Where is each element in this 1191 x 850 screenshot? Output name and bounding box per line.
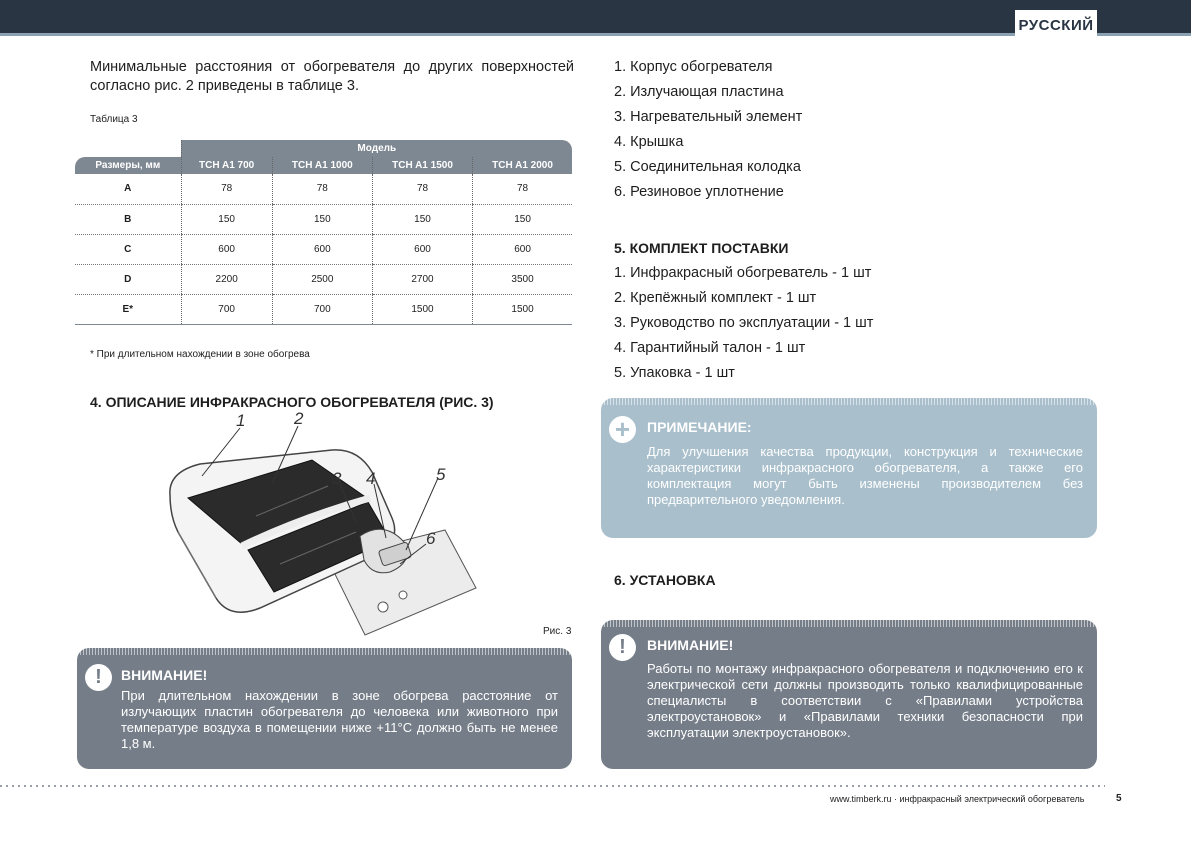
table-cell: 2700 bbox=[372, 264, 472, 294]
box-hatch-strip bbox=[601, 398, 1097, 405]
model-col-header: TCH A1 1500 bbox=[372, 157, 472, 174]
table-cell: 600 bbox=[473, 234, 572, 264]
table-cell: 78 bbox=[181, 174, 272, 204]
list-item: 5. Упаковка - 1 шт bbox=[614, 365, 735, 381]
callout-label: 2 bbox=[294, 410, 304, 428]
table-cell: 3500 bbox=[473, 264, 572, 294]
list-item: 2. Крепёжный комплект - 1 шт bbox=[614, 290, 817, 306]
row-label: B bbox=[75, 204, 181, 234]
table-cell: 150 bbox=[473, 204, 572, 234]
list-item: 5. Соединительная колодка bbox=[614, 159, 801, 175]
note-text: Для улучшения качества продукции, конструкция и технические характеристики инфракрасного обогревателя, а также его комплектация могут быть изменены производителем без предварительного уведомления. bbox=[647, 444, 1083, 507]
row-label: A bbox=[75, 174, 181, 204]
callout-label: 6 bbox=[426, 529, 436, 548]
box-hatch-strip bbox=[601, 620, 1097, 627]
model-header: Модель bbox=[181, 140, 572, 157]
table-row bbox=[75, 204, 572, 234]
table-cell: 2200 bbox=[181, 264, 272, 294]
header-bar bbox=[0, 0, 1191, 33]
table-cell: 600 bbox=[181, 234, 272, 264]
plus-icon: + bbox=[609, 416, 636, 443]
table-row bbox=[75, 234, 572, 264]
box-hatch-strip bbox=[77, 648, 572, 655]
table-cell: 1500 bbox=[372, 294, 472, 324]
warning-box-right bbox=[601, 620, 1097, 769]
table-row bbox=[75, 264, 572, 294]
distance-table bbox=[75, 140, 572, 325]
page-number: 5 bbox=[1116, 793, 1122, 804]
row-label: E* bbox=[75, 294, 181, 324]
table-cell: 150 bbox=[272, 204, 372, 234]
table-cell: 600 bbox=[272, 234, 372, 264]
heater-illustration bbox=[160, 410, 480, 638]
table-cell: 78 bbox=[372, 174, 472, 204]
list-item: 3. Нагревательный элемент bbox=[614, 109, 803, 125]
table-row bbox=[75, 294, 572, 324]
figure-caption: Рис. 3 bbox=[543, 626, 572, 637]
table-caption: Таблица 3 bbox=[90, 114, 138, 125]
warning-icon: ! bbox=[609, 634, 636, 661]
table-cell: 150 bbox=[181, 204, 272, 234]
model-col-header: TCH A1 1000 bbox=[272, 157, 372, 174]
bracket-hole bbox=[378, 602, 388, 612]
parts-list bbox=[614, 58, 802, 208]
dimension-header: Размеры, мм bbox=[75, 157, 181, 174]
table-row bbox=[75, 174, 572, 204]
model-col-header: TCH A1 700 bbox=[181, 157, 272, 174]
warning-title: ВНИМАНИЕ! bbox=[647, 637, 734, 653]
table-footnote: * При длительном нахождении в зоне обогрева bbox=[90, 349, 310, 360]
warning-text: Работы по монтажу инфракрасного обогревателя и подключению его к электрической сети должны производить только квалифицированные специалисты в соответствии с «Правилами устройства электроустановок» и «Правилами техники безопасности при эксплуатации электроустановок». bbox=[647, 661, 1083, 740]
callout-label: 5 bbox=[436, 465, 446, 484]
footer-divider bbox=[0, 785, 1105, 787]
section-5-heading: 5. КОМПЛЕКТ ПОСТАВКИ bbox=[614, 240, 789, 256]
table-cell: 78 bbox=[473, 174, 572, 204]
callout-label: 1 bbox=[236, 411, 246, 430]
delivery-kit-list bbox=[614, 264, 873, 389]
warning-text: При длительном нахождении в зоне обогрева расстояние от излучающих пластин обогревателя до человека или животного при температуре воздуха в помещении ниже +11°С должно быть не менее 1,8 м. bbox=[121, 688, 558, 751]
table-cell: 700 bbox=[272, 294, 372, 324]
row-label: D bbox=[75, 264, 181, 294]
language-tab: РУССКИЙ bbox=[1015, 10, 1097, 40]
section-4-heading: 4. ОПИСАНИЕ ИНФРАКРАСНОГО ОБОГРЕВАТЕЛЯ (РИС. 3) bbox=[90, 394, 494, 410]
list-item: 1. Инфракрасный обогреватель - 1 шт bbox=[614, 265, 872, 281]
callout-label: 3 bbox=[332, 469, 342, 488]
warning-icon: ! bbox=[85, 664, 112, 691]
list-item: 4. Гарантийный талон - 1 шт bbox=[614, 340, 806, 356]
table-cell: 700 bbox=[181, 294, 272, 324]
table-corner bbox=[75, 140, 181, 157]
intro-paragraph: Минимальные расстояния от обогревателя до других поверхностей согласно рис. 2 приведены в таблице 3. bbox=[90, 59, 574, 94]
table-cell: 78 bbox=[272, 174, 372, 204]
table-cell: 600 bbox=[372, 234, 472, 264]
callout-label: 4 bbox=[366, 469, 376, 488]
note-title: ПРИМЕЧАНИЕ: bbox=[647, 419, 752, 435]
note-box bbox=[601, 398, 1097, 538]
list-item: 4. Крышка bbox=[614, 134, 684, 150]
warning-box-left bbox=[77, 648, 572, 769]
bracket-hole bbox=[399, 591, 407, 599]
model-col-header: TCH A1 2000 bbox=[473, 157, 572, 174]
list-item: 2. Излучающая пластина bbox=[614, 84, 784, 100]
section-6-heading: 6. УСТАНОВКА bbox=[614, 572, 716, 588]
list-item: 1. Корпус обогревателя bbox=[614, 59, 773, 75]
list-item: 6. Резиновое уплотнение bbox=[614, 184, 784, 200]
list-item: 3. Руководство по эксплуатации - 1 шт bbox=[614, 315, 874, 331]
table-cell: 2500 bbox=[272, 264, 372, 294]
table-cell: 150 bbox=[372, 204, 472, 234]
row-label: C bbox=[75, 234, 181, 264]
table-cell: 1500 bbox=[473, 294, 572, 324]
footer-text: www.timberk.ru · инфракрасный электрический обогреватель bbox=[830, 794, 1085, 804]
header-accent-line bbox=[0, 33, 1191, 36]
warning-title: ВНИМАНИЕ! bbox=[121, 667, 208, 683]
